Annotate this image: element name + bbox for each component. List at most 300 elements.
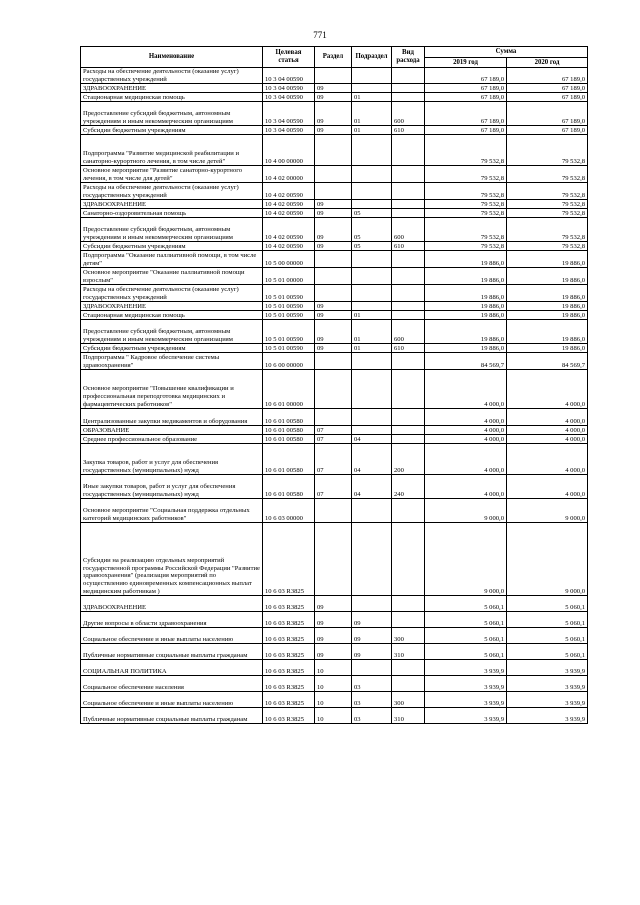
cell-subsection bbox=[352, 135, 392, 166]
cell-expense-type bbox=[392, 370, 425, 409]
cell-article: 10 4 00 00000 bbox=[263, 135, 315, 166]
cell-section bbox=[315, 251, 352, 268]
cell-sum-2019: 67 189,0 bbox=[425, 68, 507, 84]
cell-sum-2019: 67 189,0 bbox=[425, 93, 507, 102]
table-row bbox=[81, 370, 588, 409]
table-row bbox=[81, 93, 588, 102]
cell-article: 10 5 01 00590 bbox=[263, 311, 315, 320]
cell-subsection bbox=[352, 660, 392, 676]
table-row bbox=[81, 268, 588, 285]
cell-article: 10 3 04 00590 bbox=[263, 84, 315, 93]
table-row bbox=[81, 426, 588, 435]
cell-name: Другие вопросы в области здравоохранения bbox=[81, 612, 263, 628]
cell-name: Субсидии бюджетным учреждениям bbox=[81, 344, 263, 353]
cell-sum-2020: 5 060,1 bbox=[507, 596, 588, 612]
cell-name: Публичные нормативные социальные выплаты гражданам bbox=[81, 644, 263, 660]
cell-section: 09 bbox=[315, 218, 352, 242]
cell-name: Среднее профессиональное образование bbox=[81, 435, 263, 444]
cell-name: Субсидии бюджетным учреждениям bbox=[81, 242, 263, 251]
cell-sum-2020: 4 000,0 bbox=[507, 435, 588, 444]
cell-section bbox=[315, 285, 352, 302]
table-row bbox=[81, 353, 588, 370]
cell-subsection: 01 bbox=[352, 126, 392, 135]
cell-name: Санаторно-оздоровительная помощь bbox=[81, 209, 263, 218]
cell-sum-2020: 84 569,7 bbox=[507, 353, 588, 370]
cell-expense-type bbox=[392, 612, 425, 628]
cell-name: Основное мероприятие "Оказание паллиативной помощи взрослым" bbox=[81, 268, 263, 285]
cell-sum-2020: 4 000,0 bbox=[507, 409, 588, 426]
cell-article: 10 3 04 00590 bbox=[263, 93, 315, 102]
table-row bbox=[81, 596, 588, 612]
cell-article: 10 6 03 R3825 bbox=[263, 676, 315, 692]
cell-subsection: 01 bbox=[352, 311, 392, 320]
table-row bbox=[81, 166, 588, 183]
cell-article: 10 6 01 00580 bbox=[263, 435, 315, 444]
cell-section: 07 bbox=[315, 426, 352, 435]
cell-subsection bbox=[352, 370, 392, 409]
cell-article: 10 3 04 00590 bbox=[263, 68, 315, 84]
table-header bbox=[81, 47, 588, 68]
cell-sum-2020: 3 939,9 bbox=[507, 676, 588, 692]
cell-sum-2020: 79 532,8 bbox=[507, 242, 588, 251]
cell-sum-2019: 79 532,8 bbox=[425, 200, 507, 209]
table-row bbox=[81, 692, 588, 708]
cell-subsection bbox=[352, 302, 392, 311]
cell-section: 09 bbox=[315, 628, 352, 644]
cell-sum-2019: 79 532,8 bbox=[425, 209, 507, 218]
header-sum: Сумма bbox=[425, 47, 588, 58]
cell-sum-2020: 67 189,0 bbox=[507, 102, 588, 126]
cell-sum-2019: 4 000,0 bbox=[425, 444, 507, 475]
cell-sum-2020: 67 189,0 bbox=[507, 68, 588, 84]
cell-section: 10 bbox=[315, 676, 352, 692]
table-row bbox=[81, 444, 588, 475]
cell-section bbox=[315, 499, 352, 523]
cell-expense-type bbox=[392, 311, 425, 320]
cell-article: 10 6 01 00580 bbox=[263, 426, 315, 435]
cell-expense-type bbox=[392, 523, 425, 596]
cell-sum-2019: 3 939,9 bbox=[425, 708, 507, 724]
table-row bbox=[81, 499, 588, 523]
cell-sum-2019: 19 886,0 bbox=[425, 251, 507, 268]
cell-subsection: 01 bbox=[352, 320, 392, 344]
cell-subsection: 04 bbox=[352, 475, 392, 499]
cell-sum-2020: 4 000,0 bbox=[507, 475, 588, 499]
cell-name: ЗДРАВООХРАНЕНИЕ bbox=[81, 302, 263, 311]
cell-subsection: 01 bbox=[352, 93, 392, 102]
cell-expense-type bbox=[392, 166, 425, 183]
cell-subsection bbox=[352, 409, 392, 426]
table-row bbox=[81, 135, 588, 166]
cell-name: Подпрограмма " Кадровое обеспечение системы здравоохранения" bbox=[81, 353, 263, 370]
cell-subsection bbox=[352, 268, 392, 285]
cell-article: 10 5 00 00000 bbox=[263, 251, 315, 268]
cell-article: 10 5 01 00000 bbox=[263, 268, 315, 285]
cell-sum-2020: 79 532,8 bbox=[507, 135, 588, 166]
cell-sum-2019: 19 886,0 bbox=[425, 302, 507, 311]
cell-sum-2019: 19 886,0 bbox=[425, 311, 507, 320]
table-row bbox=[81, 218, 588, 242]
cell-expense-type bbox=[392, 68, 425, 84]
cell-expense-type bbox=[392, 285, 425, 302]
cell-name: СОЦИАЛЬНАЯ ПОЛИТИКА bbox=[81, 660, 263, 676]
cell-sum-2019: 79 532,8 bbox=[425, 242, 507, 251]
cell-section: 09 bbox=[315, 311, 352, 320]
cell-sum-2019: 5 060,1 bbox=[425, 596, 507, 612]
header-subsection: Подраздел bbox=[352, 47, 392, 68]
cell-sum-2019: 19 886,0 bbox=[425, 285, 507, 302]
cell-sum-2020: 79 532,8 bbox=[507, 166, 588, 183]
cell-sum-2020: 4 000,0 bbox=[507, 426, 588, 435]
table-row bbox=[81, 311, 588, 320]
table-row bbox=[81, 126, 588, 135]
cell-section: 09 bbox=[315, 644, 352, 660]
cell-subsection: 01 bbox=[352, 344, 392, 353]
cell-sum-2019: 4 000,0 bbox=[425, 426, 507, 435]
cell-sum-2019: 79 532,8 bbox=[425, 218, 507, 242]
cell-article: 10 4 02 00590 bbox=[263, 209, 315, 218]
cell-subsection: 05 bbox=[352, 218, 392, 242]
cell-section: 09 bbox=[315, 344, 352, 353]
cell-name: Субсидии бюджетным учреждениям bbox=[81, 126, 263, 135]
cell-article: 10 5 01 00590 bbox=[263, 344, 315, 353]
cell-expense-type: 600 bbox=[392, 218, 425, 242]
header-section: Раздел bbox=[315, 47, 352, 68]
table-row bbox=[81, 200, 588, 209]
cell-expense-type bbox=[392, 302, 425, 311]
cell-name: ЗДРАВООХРАНЕНИЕ bbox=[81, 596, 263, 612]
cell-subsection bbox=[352, 68, 392, 84]
cell-sum-2019: 79 532,8 bbox=[425, 166, 507, 183]
cell-subsection: 01 bbox=[352, 102, 392, 126]
cell-section bbox=[315, 370, 352, 409]
cell-section: 09 bbox=[315, 209, 352, 218]
cell-article: 10 3 04 00590 bbox=[263, 126, 315, 135]
cell-name: Закупка товаров, работ и услуг для обеспечения государственных (муниципальных) нужд bbox=[81, 444, 263, 475]
table-row bbox=[81, 251, 588, 268]
cell-section: 09 bbox=[315, 84, 352, 93]
cell-name: ОБРАЗОВАНИЕ bbox=[81, 426, 263, 435]
cell-sum-2019: 4 000,0 bbox=[425, 370, 507, 409]
table-row bbox=[81, 409, 588, 426]
cell-article: 10 6 01 00000 bbox=[263, 370, 315, 409]
cell-expense-type bbox=[392, 353, 425, 370]
table-row bbox=[81, 209, 588, 218]
cell-name: Предоставление субсидий бюджетным, автономным учреждениям и иным некоммерческим организациям bbox=[81, 102, 263, 126]
table-row bbox=[81, 435, 588, 444]
cell-sum-2019: 3 939,9 bbox=[425, 692, 507, 708]
table-row bbox=[81, 676, 588, 692]
cell-section bbox=[315, 523, 352, 596]
cell-sum-2019: 19 886,0 bbox=[425, 320, 507, 344]
cell-subsection bbox=[352, 200, 392, 209]
cell-name: Субсидии на реализацию отдельных мероприятий государственной программы Российской Федерации "Развитие здравоохранения" (реализация мероприятий по осуществлению единовременных компенсационных выплат медицинским работникам ) bbox=[81, 523, 263, 596]
cell-sum-2020: 19 886,0 bbox=[507, 251, 588, 268]
cell-sum-2020: 9 000,0 bbox=[507, 523, 588, 596]
cell-expense-type bbox=[392, 200, 425, 209]
cell-sum-2019: 5 060,1 bbox=[425, 644, 507, 660]
cell-expense-type: 300 bbox=[392, 692, 425, 708]
cell-name: Расходы на обеспечение деятельности (оказание услуг) государственных учреждений bbox=[81, 285, 263, 302]
cell-sum-2020: 4 000,0 bbox=[507, 370, 588, 409]
header-year-2019: 2019 год bbox=[425, 58, 507, 68]
cell-name: Расходы на обеспечение деятельности (оказание услуг) государственных учреждений bbox=[81, 68, 263, 84]
cell-name: ЗДРАВООХРАНЕНИЕ bbox=[81, 200, 263, 209]
table-row bbox=[81, 708, 588, 724]
table-row bbox=[81, 68, 588, 84]
cell-expense-type bbox=[392, 435, 425, 444]
cell-sum-2019: 5 060,1 bbox=[425, 628, 507, 644]
cell-section: 09 bbox=[315, 93, 352, 102]
cell-sum-2020: 5 060,1 bbox=[507, 628, 588, 644]
cell-section bbox=[315, 68, 352, 84]
cell-subsection bbox=[352, 84, 392, 93]
cell-section bbox=[315, 409, 352, 426]
cell-article: 10 5 01 00590 bbox=[263, 302, 315, 311]
cell-subsection bbox=[352, 426, 392, 435]
cell-subsection bbox=[352, 183, 392, 200]
cell-article: 10 6 03 R3825 bbox=[263, 644, 315, 660]
cell-subsection: 05 bbox=[352, 242, 392, 251]
cell-sum-2020: 19 886,0 bbox=[507, 311, 588, 320]
cell-sum-2020: 19 886,0 bbox=[507, 302, 588, 311]
cell-article: 10 6 03 R3825 bbox=[263, 708, 315, 724]
cell-subsection bbox=[352, 166, 392, 183]
cell-article: 10 6 01 00580 bbox=[263, 444, 315, 475]
table-row bbox=[81, 183, 588, 200]
cell-section: 09 bbox=[315, 200, 352, 209]
cell-sum-2019: 67 189,0 bbox=[425, 126, 507, 135]
cell-sum-2020: 19 886,0 bbox=[507, 285, 588, 302]
cell-subsection bbox=[352, 285, 392, 302]
cell-section: 09 bbox=[315, 320, 352, 344]
table-row bbox=[81, 102, 588, 126]
cell-section: 09 bbox=[315, 302, 352, 311]
cell-article: 10 6 00 00000 bbox=[263, 353, 315, 370]
cell-name: Основное мероприятие "Социальная поддержка отдельных категорий медицинских работников" bbox=[81, 499, 263, 523]
cell-sum-2020: 79 532,8 bbox=[507, 183, 588, 200]
cell-sum-2019: 84 569,7 bbox=[425, 353, 507, 370]
cell-sum-2019: 9 000,0 bbox=[425, 523, 507, 596]
cell-name: Публичные нормативные социальные выплаты гражданам bbox=[81, 708, 263, 724]
table-row bbox=[81, 475, 588, 499]
cell-subsection: 03 bbox=[352, 708, 392, 724]
cell-section: 09 bbox=[315, 596, 352, 612]
cell-expense-type bbox=[392, 84, 425, 93]
header-article: Целевая статья bbox=[263, 47, 315, 68]
cell-article: 10 5 01 00590 bbox=[263, 320, 315, 344]
cell-article: 10 6 01 00580 bbox=[263, 475, 315, 499]
cell-sum-2019: 19 886,0 bbox=[425, 344, 507, 353]
cell-name: Централизованные закупки медикаментов и оборудования bbox=[81, 409, 263, 426]
cell-subsection: 09 bbox=[352, 644, 392, 660]
cell-expense-type: 610 bbox=[392, 344, 425, 353]
cell-sum-2020: 67 189,0 bbox=[507, 126, 588, 135]
cell-sum-2020: 79 532,8 bbox=[507, 200, 588, 209]
cell-subsection: 03 bbox=[352, 692, 392, 708]
header-expense-type: Вид расхода bbox=[392, 47, 425, 68]
cell-sum-2020: 79 532,8 bbox=[507, 218, 588, 242]
cell-sum-2020: 4 000,0 bbox=[507, 444, 588, 475]
cell-sum-2020: 9 000,0 bbox=[507, 499, 588, 523]
cell-name: Основное мероприятие "Развитие санаторно-курортного лечения, в том числе для детей" bbox=[81, 166, 263, 183]
cell-name: Предоставление субсидий бюджетным, автономным учреждениям и иным некоммерческим организациям bbox=[81, 320, 263, 344]
cell-sum-2020: 19 886,0 bbox=[507, 320, 588, 344]
cell-section bbox=[315, 166, 352, 183]
cell-section: 10 bbox=[315, 708, 352, 724]
cell-name: Социальное обеспечение населения bbox=[81, 676, 263, 692]
cell-sum-2020: 79 532,8 bbox=[507, 209, 588, 218]
cell-sum-2019: 4 000,0 bbox=[425, 409, 507, 426]
cell-article: 10 6 03 00000 bbox=[263, 499, 315, 523]
cell-sum-2020: 19 886,0 bbox=[507, 268, 588, 285]
cell-name: Предоставление субсидий бюджетным, автономным учреждениям и иным некоммерческим организациям bbox=[81, 218, 263, 242]
cell-section: 07 bbox=[315, 475, 352, 499]
cell-expense-type bbox=[392, 135, 425, 166]
cell-section bbox=[315, 135, 352, 166]
header-year-2020: 2020 год bbox=[507, 58, 588, 68]
cell-name: Основное мероприятие "Повышение квалификации и профессиональная переподготовка медицинских и фармацевтических работников" bbox=[81, 370, 263, 409]
cell-expense-type: 240 bbox=[392, 475, 425, 499]
cell-expense-type: 310 bbox=[392, 708, 425, 724]
cell-sum-2020: 5 060,1 bbox=[507, 612, 588, 628]
header-name: Наименование bbox=[81, 47, 263, 68]
cell-subsection: 09 bbox=[352, 612, 392, 628]
cell-subsection bbox=[352, 596, 392, 612]
cell-sum-2020: 19 886,0 bbox=[507, 344, 588, 353]
cell-section bbox=[315, 353, 352, 370]
cell-subsection bbox=[352, 499, 392, 523]
cell-sum-2020: 3 939,9 bbox=[507, 708, 588, 724]
cell-sum-2020: 5 060,1 bbox=[507, 644, 588, 660]
cell-expense-type bbox=[392, 409, 425, 426]
cell-sum-2020: 3 939,9 bbox=[507, 660, 588, 676]
cell-sum-2019: 3 939,9 bbox=[425, 676, 507, 692]
table-row bbox=[81, 242, 588, 251]
cell-sum-2020: 67 189,0 bbox=[507, 84, 588, 93]
cell-expense-type: 310 bbox=[392, 644, 425, 660]
cell-name: Социальное обеспечение и иные выплаты населению bbox=[81, 692, 263, 708]
cell-subsection bbox=[352, 353, 392, 370]
table-row bbox=[81, 320, 588, 344]
cell-subsection bbox=[352, 523, 392, 596]
cell-expense-type: 300 bbox=[392, 628, 425, 644]
cell-name: Стационарная медицинская помощь bbox=[81, 311, 263, 320]
cell-article: 10 4 02 00590 bbox=[263, 242, 315, 251]
cell-expense-type bbox=[392, 93, 425, 102]
cell-section: 07 bbox=[315, 435, 352, 444]
cell-article: 10 6 03 R3825 bbox=[263, 692, 315, 708]
cell-sum-2019: 5 060,1 bbox=[425, 612, 507, 628]
cell-expense-type bbox=[392, 251, 425, 268]
cell-expense-type: 610 bbox=[392, 242, 425, 251]
cell-article: 10 3 04 00590 bbox=[263, 102, 315, 126]
cell-subsection bbox=[352, 251, 392, 268]
cell-sum-2019: 9 000,0 bbox=[425, 499, 507, 523]
cell-article: 10 6 03 R3825 bbox=[263, 612, 315, 628]
cell-article: 10 6 03 R3825 bbox=[263, 523, 315, 596]
cell-section: 10 bbox=[315, 660, 352, 676]
cell-expense-type: 600 bbox=[392, 102, 425, 126]
table-row bbox=[81, 644, 588, 660]
table-body bbox=[81, 68, 588, 724]
cell-article: 10 4 02 00590 bbox=[263, 218, 315, 242]
cell-sum-2019: 4 000,0 bbox=[425, 475, 507, 499]
cell-expense-type bbox=[392, 426, 425, 435]
cell-expense-type: 600 bbox=[392, 320, 425, 344]
cell-expense-type: 610 bbox=[392, 126, 425, 135]
cell-expense-type: 200 bbox=[392, 444, 425, 475]
cell-section: 09 bbox=[315, 242, 352, 251]
cell-expense-type bbox=[392, 183, 425, 200]
cell-sum-2019: 67 189,0 bbox=[425, 102, 507, 126]
table-row bbox=[81, 628, 588, 644]
cell-sum-2019: 4 000,0 bbox=[425, 435, 507, 444]
cell-section bbox=[315, 183, 352, 200]
cell-name: Подпрограмма "Оказание паллиативной помощи, в том числе детям" bbox=[81, 251, 263, 268]
cell-expense-type bbox=[392, 209, 425, 218]
table-row bbox=[81, 523, 588, 596]
budget-table bbox=[80, 46, 588, 724]
table-row bbox=[81, 660, 588, 676]
cell-subsection: 04 bbox=[352, 444, 392, 475]
cell-article: 10 6 01 00580 bbox=[263, 409, 315, 426]
cell-name: Подпрограмма "Развитие медицинской реабилитации и санаторно-курортного лечения, в том числе детей" bbox=[81, 135, 263, 166]
cell-sum-2020: 3 939,9 bbox=[507, 692, 588, 708]
cell-expense-type bbox=[392, 268, 425, 285]
cell-section: 09 bbox=[315, 102, 352, 126]
cell-article: 10 6 03 R3825 bbox=[263, 596, 315, 612]
cell-name: Социальное обеспечение и иные выплаты населению bbox=[81, 628, 263, 644]
cell-section: 09 bbox=[315, 126, 352, 135]
cell-sum-2019: 79 532,8 bbox=[425, 135, 507, 166]
table-row bbox=[81, 344, 588, 353]
cell-sum-2019: 19 886,0 bbox=[425, 268, 507, 285]
cell-subsection: 03 bbox=[352, 676, 392, 692]
cell-article: 10 4 02 00590 bbox=[263, 183, 315, 200]
cell-name: Иные закупки товаров, работ и услуг для обеспечения государственных (муниципальных) нужд bbox=[81, 475, 263, 499]
cell-article: 10 6 03 R3825 bbox=[263, 660, 315, 676]
cell-subsection: 09 bbox=[352, 628, 392, 644]
cell-sum-2019: 67 189,0 bbox=[425, 84, 507, 93]
table-row bbox=[81, 612, 588, 628]
cell-subsection: 04 bbox=[352, 435, 392, 444]
table-row bbox=[81, 84, 588, 93]
cell-subsection: 05 bbox=[352, 209, 392, 218]
cell-article: 10 4 02 00590 bbox=[263, 200, 315, 209]
cell-name: ЗДРАВООХРАНЕНИЕ bbox=[81, 84, 263, 93]
page-number: 771 bbox=[313, 30, 327, 40]
cell-section: 07 bbox=[315, 444, 352, 475]
cell-section: 10 bbox=[315, 692, 352, 708]
cell-name: Расходы на обеспечение деятельности (оказание услуг) государственных учреждений bbox=[81, 183, 263, 200]
cell-sum-2020: 67 189,0 bbox=[507, 93, 588, 102]
cell-article: 10 4 02 00000 bbox=[263, 166, 315, 183]
cell-expense-type bbox=[392, 676, 425, 692]
table-row bbox=[81, 302, 588, 311]
cell-expense-type bbox=[392, 596, 425, 612]
cell-section bbox=[315, 268, 352, 285]
table-row bbox=[81, 285, 588, 302]
cell-article: 10 5 01 00590 bbox=[263, 285, 315, 302]
cell-sum-2019: 79 532,8 bbox=[425, 183, 507, 200]
cell-section: 09 bbox=[315, 612, 352, 628]
cell-expense-type bbox=[392, 499, 425, 523]
cell-sum-2019: 3 939,9 bbox=[425, 660, 507, 676]
cell-expense-type bbox=[392, 660, 425, 676]
cell-article: 10 6 03 R3825 bbox=[263, 628, 315, 644]
cell-name: Стационарная медицинская помощь bbox=[81, 93, 263, 102]
